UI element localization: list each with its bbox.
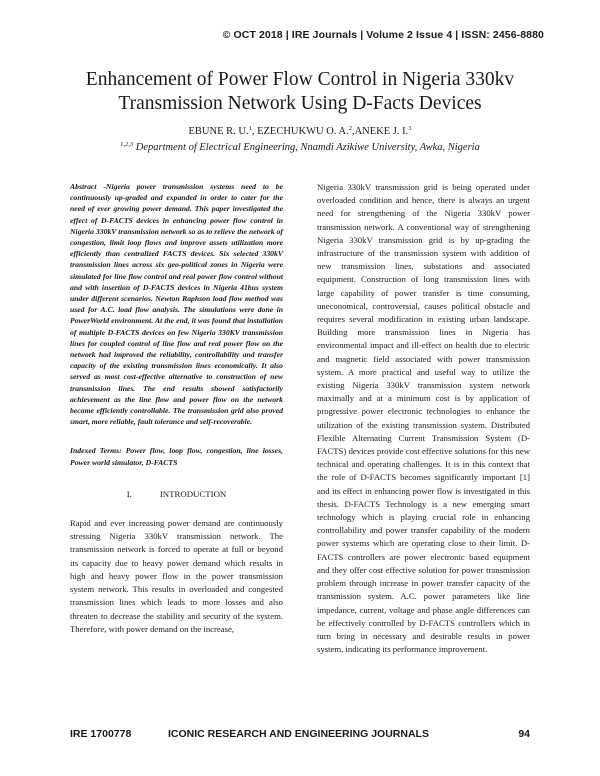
running-head: © OCT 2018 | IRE Journals | Volume 2 Issue 4 | ISSN: 2456-8880: [222, 29, 544, 41]
author-list: [40, 126, 560, 137]
author-superscript: 3: [408, 125, 412, 132]
author-separator: ,: [351, 126, 355, 137]
footer-page-number: 94: [518, 728, 530, 740]
intro-paragraph-right: Nigeria 330kV transmission grid is being operated under overloaded condition and hence, there is always an urgent need for strengthening of the Nigeria 330kV power transmission network. A conventional way of strengthening Nigeria 330kV transmission grid is by up-grading the infrastructure of the transmission system with addition of new transmission lines, substations and associated equipment. Construction of long transmission lines with large capability of power transfer is time consuming, uneconomical, controversial, causes political obstacle and requires several modification in existing urban landscape. Building more transmission lines in Nigeria has environmental impact and ill-effect on health due to electric and magnetic field associated with power transmission system. A more practical and useful way to utilize the existing Nigeria 330kV transmission system network maximally and at a minimum cost is by application of progressive power electronic technologies to enhance the utilization of the existing transmission system. Distributed Flexible Alternating Current Transmission System (D-FACTS) devices provide cost effective solutions for this new technical and operating challenges. It is in this context that the role of D-FACTS becomes significantly important [1] and its effect in enhancing power flow is investigated in this thesis. D-FACTS Technology is a new emerging smart technology which is playing crucial role in enhancing controllability and power transfer capability of the modern power systems which are operating close to their limit. D-FACTS controllers are power electronic based equipment and they offer cost effective solution for power transmission problem through increase in power transfer capacity of the transmission system. A.C. power parameters like line impedance, current, voltage and phase angle differences can be effectively controlled by D-FACTS controllers which in turn bring in necessary and desirable results in power system, indicating its performance improvement.: [317, 182, 530, 655]
paper-title: Enhancement of Power Flow Control in Nigeria 330kv Transmission Network Using D-Facts Devices: [85, 69, 515, 114]
affiliation-superscript: 1,2,3: [120, 141, 134, 148]
intro-paragraph-left: Rapid and ever increasing power demand are continuously stressing Nigeria 330kV transmission network. The transmission network is forced to operate at full or beyond its capacity due to heavy power demand which results in high and heavy power flow in the power transmission system network. This results in overloaded and congested transmission lines which leads to more losses and also threaten to decrease the stability and security of the system. Therefore, with power demand on the increase,: [70, 518, 283, 634]
section-number: I.: [126, 488, 132, 499]
left-column: [70, 181, 283, 636]
right-column: [317, 181, 530, 656]
author-name: ANEKE J. I.: [354, 126, 409, 137]
author-name: EZECHUKWU O. A.: [257, 126, 349, 137]
affiliation: [40, 142, 560, 153]
section-title: INTRODUCTION: [159, 488, 227, 499]
author-separator: ,: [251, 126, 258, 137]
author-name: EBUNE R. U.: [188, 126, 249, 137]
author-superscript: 2: [348, 125, 352, 132]
index-terms: Indexed Terms: Power flow, loop flow, congestion, line losses, Power world simulator, D-FACTS: [70, 446, 283, 467]
section-heading: [70, 488, 283, 501]
author-superscript: 1: [248, 125, 252, 132]
abstract: Abstract -Nigeria power transmission systems need to be continuously up-graded and expanded in order to cater for the need of ever growing power demand. This paper investigated the effect of D-FACTS devices in enhancing power flow control in Nigeria 330kV transmission network so as to relieve the network of congestion, limit loop flows and improve assets utilization more efficiently than centralized FACTS devices. Six selected 330kV transmission lines across six geo-political zones in Nigeria were simulated for line flow control and real power flow control without and with insertion of D-FACTS devices in Nigeria 41bus system under different scenarios. Newton Raphson load flow method was used for A.C. load flow analysis. The simulations were done in PowerWorld environment. At the end, it was found that installation of multiple D-FACTS devices on few Nigeria 330KV transmission lines for coupled control of line flow and real power flow on the network had improved the reliability, controllability and transfer capacity of the existing transmission lines economically. It also served as most cost-effective alternative to construction of new transmission lines. The end results showed satisfactorily achievement as the line flow and power flow on the network became efficiently controllable. The transmission grid also proved smart, more reliable, fault tolerance and self-recoverable.: [70, 182, 283, 427]
footer-article-id: IRE 1700778: [70, 728, 132, 740]
footer-journal-name: ICONIC RESEARCH AND ENGINEERING JOURNALS: [168, 728, 429, 740]
affiliation-text: Department of Electrical Engineering, Nnamdi Azikiwe University, Awka, Nigeria: [133, 142, 480, 153]
